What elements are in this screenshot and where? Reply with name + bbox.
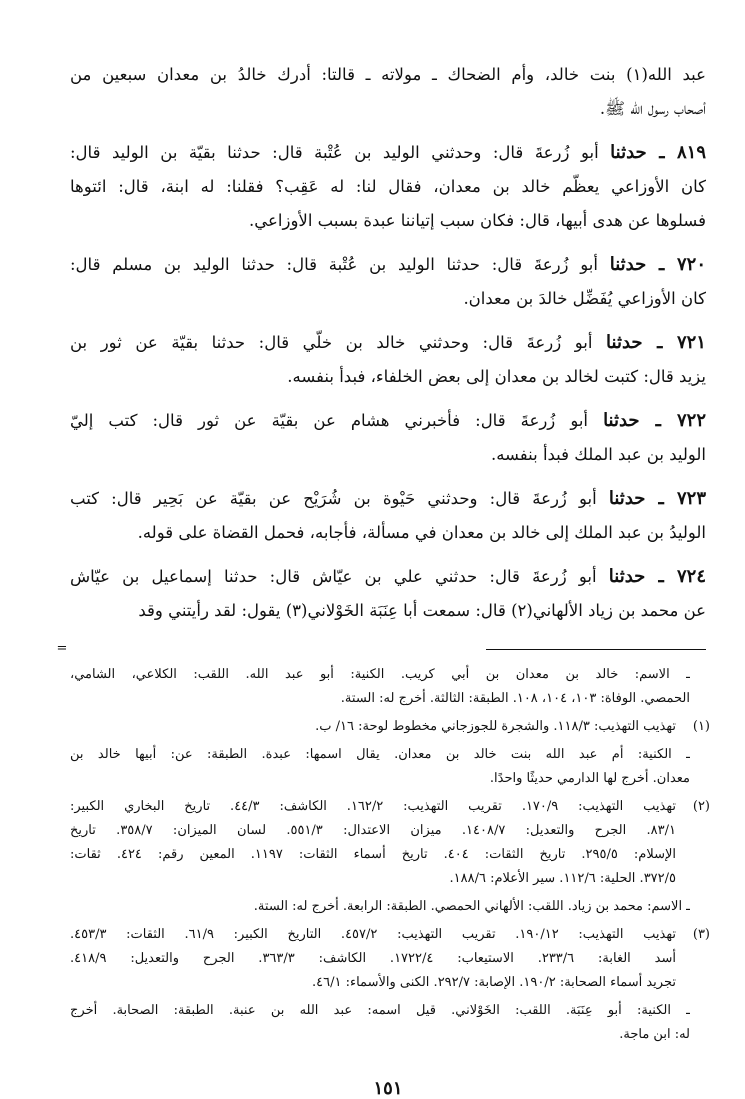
- line-text: أبو زُرعةَ قال: حدثنا الوليد بن عُتْبة قال: حدثنا الوليد بن مسلم قال:: [70, 255, 598, 274]
- footnote-line: له: ابن ماجة.: [619, 1027, 690, 1042]
- footnote: [70, 999, 706, 1047]
- line-text: يزيد قال: كتبت لخالد بن معدان إلى بعض الخلفاء، فبدأ بنفسه.: [287, 367, 706, 386]
- hadith-paragraph: [70, 326, 706, 394]
- line-text: أبو زُرعةَ قال: حدثني علي بن عيّاش قال: حدثنا إسماعيل بن عيّاش: [70, 567, 597, 586]
- footnote-line: ٣٧٢/٥. الحلية: ١١٢/٦. سير الأعلام: ١٨٨/٦.: [449, 871, 676, 886]
- footnote-line: تهذيب التهذيب: ١١٨/٣. والشجرة للجوزجاني مخطوط لوحة: ١٦/ ب.: [315, 719, 676, 734]
- footnote-line: ـ الاسم: خالد بن معدان بن أبي كريب. الكنية: أبو عبد الله. اللقب: الكلاعي، الشامي،: [70, 667, 690, 682]
- line-text: أبو زُرعةَ قال: وحدثني خالد بن خلّي قال: حدثنا بقيّة عن ثور بن: [70, 333, 593, 352]
- text-line: [70, 282, 706, 316]
- footnote-line: أسد الغابة: ٢٣٣/٦. الاستيعاب: ١٧٢٢/٤. الكاشف: ٣٦٣/٣. الجرح والتعديل: ٤١٨/٩.: [70, 951, 676, 966]
- line-text: أبو زُرعةَ قال: فأخبرني هشام عن بقيّة عن ثور قال: كتب إليّ: [70, 411, 589, 430]
- footnote: [70, 743, 706, 791]
- text-line: [70, 516, 706, 550]
- hadith-paragraph: [70, 136, 706, 238]
- hadith-paragraph: [70, 560, 706, 628]
- hadith-number-heading: ٧٢٤ ـ حدثنا: [608, 566, 706, 587]
- footnote-line: تجريد أسماء الصحابة: ١٩٠/٢. الإصابة: ٢٩٢/٧. الكنى والأسماء: ٤٦/١.: [312, 975, 676, 990]
- footnote-line: ـ الكنية: أبو عِنَبَة. اللقب: الخَوْلاني. قيل اسمه: عبد الله بن عنبة. الطبقة: الصحابة. أخرج: [70, 1003, 690, 1018]
- main-text: [70, 58, 706, 628]
- footnote-line: ـ الاسم: محمد بن زياد. اللقب: الألهاني الحمصي. الطبقة: الرابعة. أخرج له: الستة.: [253, 899, 690, 914]
- text-line: [70, 204, 706, 238]
- text-line: [70, 326, 706, 360]
- footnote: [70, 795, 710, 891]
- footnote-line: تهذيب التهذيب: ١٩٠/١٢. تقريب التهذيب: ٤٥٧/٢. التاريخ الكبير: ٦١/٩. الثقات: ٤٥٣/٣.: [70, 927, 676, 942]
- footnote-number: (١): [692, 719, 710, 734]
- footnotes: [70, 663, 710, 1051]
- footnote: [70, 715, 710, 739]
- footnote-line: تهذيب التهذيب: ١٧٠/٩. تقريب التهذيب: ١٦٢/٢. الكاشف: ٤٤/٣. تاريخ البخاري الكبير:: [70, 799, 676, 814]
- page-number: ١٥١: [373, 1078, 403, 1099]
- hadith-number-heading: ٧٢٢ ـ حدثنا: [603, 410, 706, 431]
- footnote-number: (٣): [692, 927, 710, 942]
- line-text: عبد الله(١) بنت خالد، وأم الضحاك ـ مولاته ـ قالتا: أدرك خالدُ بن معدان سبعين من: [70, 65, 706, 84]
- hadith-number-heading: ٧٢١ ـ حدثنا: [606, 332, 706, 353]
- line-text: أصحاب رسول الله ﷺ.: [599, 99, 706, 118]
- footnote: [70, 663, 706, 711]
- text-line: [70, 170, 706, 204]
- footnote-line: الإسلام: ٢٩٥/٥. تاريخ الثقات: ٤٠٤. تاريخ أسماء الثقات: ١١٩٧. المعين رقم: ٤٢٤. ثقات:: [70, 847, 676, 862]
- line-text: كان الأوزاعي يعظّم خالد بن معدان، فقال لنا: له عَقِب؟ فقلنا: له ابنة، قال: ائتوها: [70, 177, 706, 196]
- line-text: أبو زُرعةَ قال: وحدثني الوليد بن عُتْبة قال: حدثنا بقيّة بن الوليد قال:: [70, 143, 599, 162]
- footnote-line: معدان. أخرج لها الدارمي حديثًا واحدًا.: [489, 771, 690, 786]
- line-text: أبو زُرعةَ قال: وحدثني حَيْوة بن شُرَيْح عن بقيّة عن بَحِير قال: كتب: [70, 489, 597, 508]
- hadith-paragraph: [70, 404, 706, 472]
- footnote-number: (٢): [692, 799, 710, 814]
- text-line: [70, 58, 706, 92]
- text-line: [70, 438, 706, 472]
- footnote-line: الحمصي. الوفاة: ١٠٣، ١٠٤، ١٠٨. الطبقة: الثالثة. أخرج له: الستة.: [340, 691, 690, 706]
- footnote-line: ٨٣/١. الجرح والتعديل: ١٤٠٨/٧. ميزان الاعتدال: ٥٥١/٣. لسان الميزان: ٣٥٨/٧. تاريخ: [70, 823, 676, 838]
- hadith-number-heading: ٨١٩ ـ حدثنا: [610, 142, 706, 163]
- text-line: [70, 560, 706, 594]
- footnote: [70, 895, 706, 919]
- text-line: [70, 404, 706, 438]
- line-text: عن محمد بن زياد الألهاني(٢) قال: سمعت أبا عِنَبَة الخَوْلاني(٣) يقول: لقد رأيتني وقد: [138, 601, 706, 620]
- hadith-number-heading: ٧٢٣ ـ حدثنا: [608, 488, 706, 509]
- footnote-divider: [486, 649, 706, 650]
- text-line: [70, 248, 706, 282]
- text-line: [70, 594, 706, 628]
- text-line: [70, 92, 706, 126]
- footnote: [70, 923, 710, 995]
- hadith-number-heading: ٧٢٠ ـ حدثنا: [609, 254, 706, 275]
- footnote-continuation-marker: =: [56, 641, 68, 656]
- text-line: [70, 136, 706, 170]
- line-text: الوليد بن عبد الملك فبدأ بنفسه.: [490, 445, 706, 464]
- line-text: الوليدُ بن عبد الملك إلى خالد بن معدان في مسألة، فأجابه، فحمل القضاة على قوله.: [137, 523, 706, 542]
- line-text: كان الأوزاعي يُفَضِّل خالدَ بن معدان.: [463, 289, 706, 308]
- hadith-paragraph: [70, 248, 706, 316]
- hadith-paragraph: [70, 482, 706, 550]
- line-text: فسلوها عن هدى أبيها، قال: فكان سبب إتياننا عبدة بسبب الأوزاعي.: [249, 211, 706, 230]
- hadith-paragraph: [70, 58, 706, 126]
- text-line: [70, 482, 706, 516]
- text-line: [70, 360, 706, 394]
- book-page: [56, 58, 710, 1099]
- footnote-line: ـ الكنية: أم عبد الله بنت خالد بن معدان. يقال اسمها: عبدة. الطبقة: عن: أبيها خالد بن: [70, 747, 690, 762]
